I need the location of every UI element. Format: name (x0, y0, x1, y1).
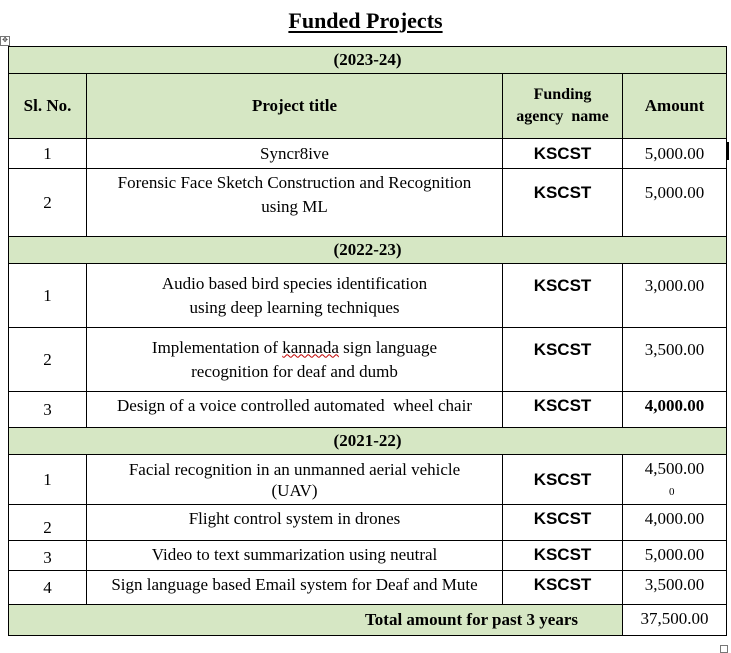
page-title: Funded Projects (288, 8, 443, 33)
cell-agency: KSCST (503, 541, 623, 571)
cell-project-title: Sign language based Email system for Deaf and Mute (87, 571, 503, 605)
table-move-handle-icon[interactable]: ✥ (0, 36, 10, 46)
funded-projects-table (8, 46, 727, 636)
title-line: recognition for deaf and dumb (191, 361, 398, 381)
cell-agency: KSCST (503, 328, 623, 392)
table-row (9, 169, 727, 237)
cell-agency: KSCST (503, 455, 623, 505)
total-amount: 37,500.00 (623, 605, 727, 636)
header-sl-no: Sl. No. (9, 74, 87, 139)
stray-glyph: 0 (669, 486, 675, 498)
cell-project-title (87, 169, 503, 237)
table-resize-handle-icon[interactable] (720, 645, 728, 653)
cell-amount: 5,000.00 (623, 139, 727, 169)
cell-project-title (87, 264, 503, 328)
cell-project-title: Flight control system in drones (87, 505, 503, 541)
cell-amount: 3,500.00 (623, 571, 727, 605)
year-label: (2023-24) (9, 47, 727, 74)
table-header-row (9, 74, 727, 139)
total-row (9, 605, 727, 636)
cell-agency: KSCST (503, 264, 623, 328)
header-funding-agency-line2: agency name (516, 108, 609, 125)
title-line: using deep learning techniques (189, 297, 400, 317)
cell-project-title: Syncr8ive (87, 139, 503, 169)
table-row (9, 392, 727, 428)
year-label: (2021-22) (9, 428, 727, 455)
cell-sl-no: 2 (9, 328, 87, 392)
cell-agency: KSCST (503, 139, 623, 169)
table-row (9, 571, 727, 605)
title-line: Audio based bird species identification (161, 273, 428, 293)
year-row-2021-22 (9, 428, 727, 455)
cell-amount: 5,000.00 (623, 541, 727, 571)
cell-sl-no: 1 (9, 264, 87, 328)
title-line: (UAV) (271, 480, 318, 500)
cell-agency: KSCST (503, 392, 623, 428)
table-row (9, 455, 727, 505)
cell-sl-no: 1 (9, 455, 87, 505)
cell-agency: KSCST (503, 571, 623, 605)
total-label: Total amount for past 3 years (9, 605, 623, 636)
year-row-2022-23 (9, 237, 727, 264)
year-row-2023-24 (9, 47, 727, 74)
cell-agency: KSCST (503, 169, 623, 237)
spellcheck-flagged-word[interactable]: kannada (282, 337, 339, 357)
table-row (9, 264, 727, 328)
cell-sl-no: 1 (9, 139, 87, 169)
title-fragment: Implementation of (151, 337, 283, 357)
cell-sl-no: 2 (9, 505, 87, 541)
amount-value: 4,500.00 (644, 459, 705, 478)
table-row (9, 541, 727, 571)
text-cursor (727, 142, 729, 160)
cell-project-title: Design of a voice controlled automated wheel chair (87, 392, 503, 428)
cell-amount: 3,000.00 (623, 264, 727, 328)
table-row (9, 328, 727, 392)
cell-sl-no: 4 (9, 571, 87, 605)
cell-agency: KSCST (503, 505, 623, 541)
header-amount: Amount (623, 74, 727, 139)
cell-amount: 4,000.00 (623, 392, 727, 428)
header-funding-agency (503, 74, 623, 139)
title-line: Facial recognition in an unmanned aerial vehicle (128, 459, 461, 479)
cell-amount: 4,000.00 (623, 505, 727, 541)
title-line: Forensic Face Sketch Construction and Recognition (117, 173, 472, 192)
cell-sl-no: 2 (9, 169, 87, 237)
header-funding-agency-line1: Funding (533, 86, 592, 103)
cell-sl-no: 3 (9, 392, 87, 428)
cell-project-title: Video to text summarization using neutral (87, 541, 503, 571)
table-row (9, 139, 727, 169)
title-line: using ML (261, 197, 328, 216)
cell-amount: 3,500.00 (623, 328, 727, 392)
title-fragment: sign language (338, 337, 438, 357)
year-label: (2022-23) (9, 237, 727, 264)
cell-sl-no: 3 (9, 541, 87, 571)
table-row (9, 505, 727, 541)
cell-project-title (87, 328, 503, 392)
title-line (152, 338, 437, 357)
header-project-title: Project title (87, 74, 503, 139)
cell-project-title (87, 455, 503, 505)
cell-amount (623, 455, 727, 505)
cell-amount: 5,000.00 (623, 169, 727, 237)
